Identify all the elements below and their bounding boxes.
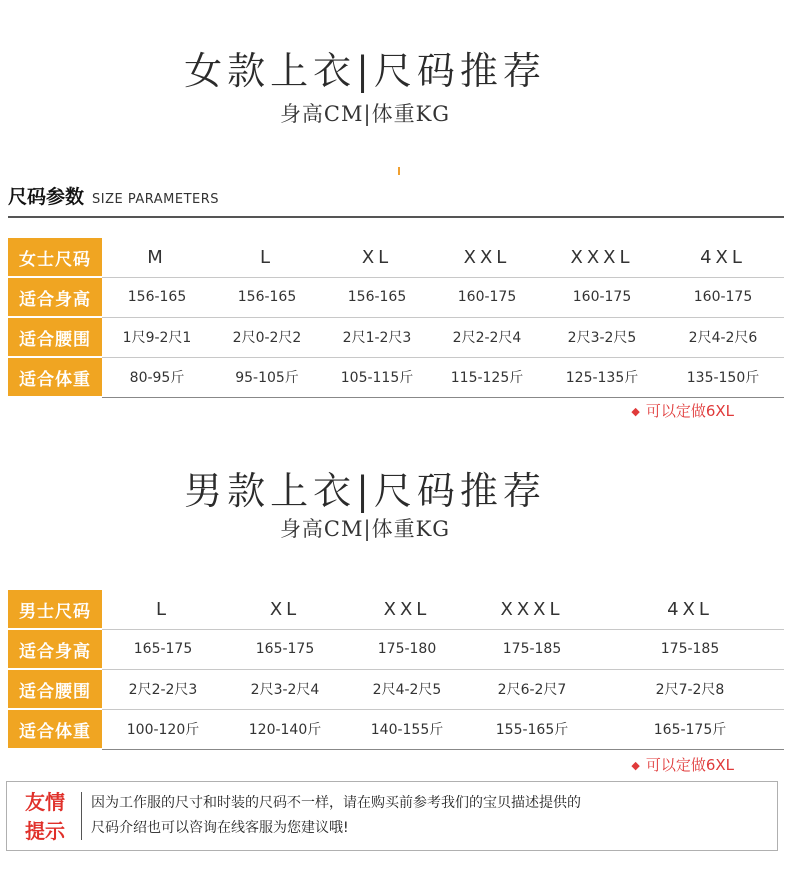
women-title: 女款上衣|尺码推荐 [184, 49, 546, 93]
size-cell: 4XL [596, 590, 784, 629]
row-label: 男士尺码 [8, 590, 102, 629]
tip-text-line2: 尺码介绍也可以咨询在线客服为您建议哦! [91, 820, 349, 836]
size-cell: L [102, 590, 224, 629]
size-cell: M [102, 238, 212, 277]
table-cell: 165-175 [224, 629, 346, 669]
table-cell: 160-175 [662, 277, 784, 317]
table-cell: 175-180 [346, 629, 468, 669]
table-row [8, 317, 784, 357]
table-cell: 2尺4-2尺6 [662, 317, 784, 357]
table-cell: 135-150斤 [662, 357, 784, 397]
custom-note-text: 可以定做6XL [645, 402, 734, 420]
table-cell: 2尺4-2尺5 [346, 669, 468, 709]
men-size-table [8, 590, 784, 750]
tip-label [19, 788, 71, 846]
table-cell: 2尺2-2尺3 [102, 669, 224, 709]
women-custom-note [631, 400, 734, 421]
size-cell: XXL [346, 590, 468, 629]
table-row [8, 709, 784, 749]
table-cell: 165-175斤 [596, 709, 784, 749]
row-label: 适合腰围 [8, 317, 102, 357]
tip-label-line1: 友情 [25, 790, 65, 814]
row-label: 适合身高 [8, 277, 102, 317]
women-size-table [8, 238, 784, 398]
tip-box [6, 781, 778, 851]
tip-text-line1: 因为工作服的尺寸和时装的尺码不一样，请在购买前参考我们的宝贝描述提供的 [91, 795, 581, 811]
men-custom-note [631, 754, 734, 775]
table-cell: 2尺0-2尺2 [212, 317, 322, 357]
table-cell: 2尺1-2尺3 [322, 317, 432, 357]
table-cell: 2尺3-2尺5 [542, 317, 662, 357]
table-row [8, 357, 784, 397]
table-cell: 2尺7-2尺8 [596, 669, 784, 709]
table-cell: 2尺2-2尺4 [432, 317, 542, 357]
tip-label-line2: 提示 [25, 819, 65, 843]
table-cell: 156-165 [322, 277, 432, 317]
row-label: 适合身高 [8, 629, 102, 669]
table-cell: 175-185 [596, 629, 784, 669]
diamond-icon: ◆ [631, 759, 640, 772]
table-cell: 155-165斤 [468, 709, 596, 749]
table-cell: 156-165 [102, 277, 212, 317]
diamond-icon: ◆ [631, 405, 640, 418]
table-cell: 2尺6-2尺7 [468, 669, 596, 709]
table-cell: 160-175 [432, 277, 542, 317]
row-label: 女士尺码 [8, 238, 102, 277]
size-cell: L [212, 238, 322, 277]
section-title: 尺码参数 [8, 186, 85, 208]
table-row [8, 277, 784, 317]
table-row [8, 629, 784, 669]
table-cell: 175-185 [468, 629, 596, 669]
tip-text [91, 791, 581, 841]
table-cell: 165-175 [102, 629, 224, 669]
table-cell: 95-105斤 [212, 357, 322, 397]
table-cell: 80-95斤 [102, 357, 212, 397]
table-cell: 125-135斤 [542, 357, 662, 397]
size-cell: XXXL [468, 590, 596, 629]
men-subtitle: 身高CM|体重KG [279, 517, 451, 541]
table-row [8, 590, 784, 629]
table-cell: 160-175 [542, 277, 662, 317]
table-cell: 100-120斤 [102, 709, 224, 749]
table-cell: 156-165 [212, 277, 322, 317]
size-cell: XXL [432, 238, 542, 277]
size-cell: XL [224, 590, 346, 629]
size-cell: XL [322, 238, 432, 277]
size-cell: 4XL [662, 238, 784, 277]
tip-divider [81, 792, 82, 840]
table-cell: 105-115斤 [322, 357, 432, 397]
section-header [8, 182, 219, 209]
men-title: 男款上衣|尺码推荐 [184, 469, 546, 513]
table-cell: 2尺3-2尺4 [224, 669, 346, 709]
row-label: 适合体重 [8, 709, 102, 749]
table-row [8, 238, 784, 277]
table-row [8, 669, 784, 709]
size-cell: XXXL [542, 238, 662, 277]
table-cell: 140-155斤 [346, 709, 468, 749]
women-subtitle: 身高CM|体重KG [279, 102, 451, 126]
custom-note-text: 可以定做6XL [645, 756, 734, 774]
table-cell: 120-140斤 [224, 709, 346, 749]
section-title-en: SIZE PARAMETERS [92, 192, 220, 207]
row-label: 适合体重 [8, 357, 102, 397]
accent-tick [398, 167, 400, 175]
table-cell: 115-125斤 [432, 357, 542, 397]
section-divider [8, 216, 784, 218]
row-label: 适合腰围 [8, 669, 102, 709]
table-cell: 1尺9-2尺1 [102, 317, 212, 357]
